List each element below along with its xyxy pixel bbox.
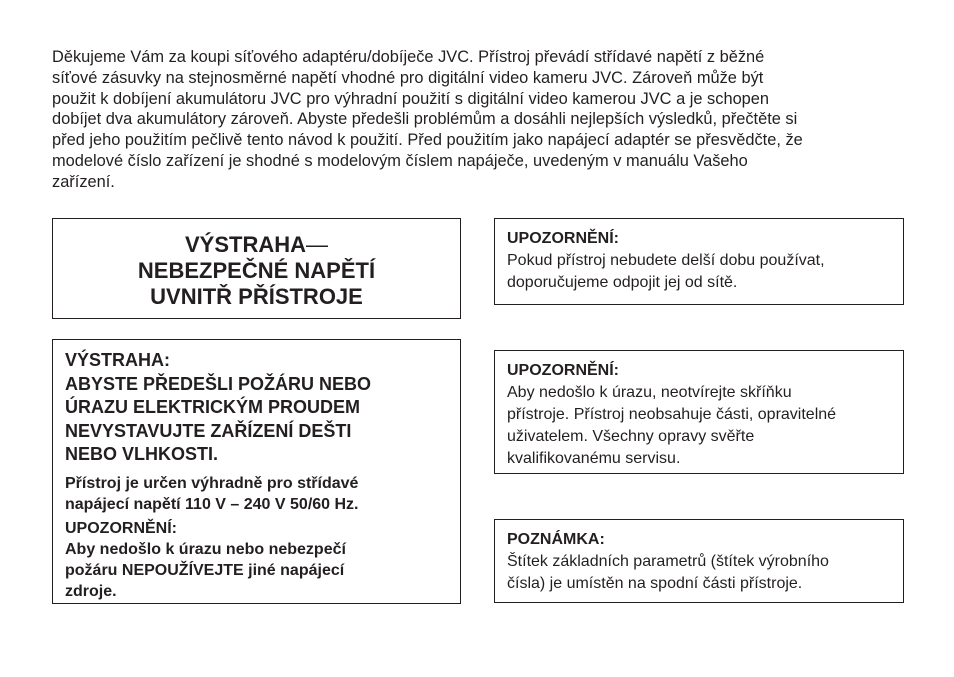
intro-line: modelové číslo zařízení je shodné s modelovým číslem napáječe, uvedeným v manuálu Vašeho xyxy=(52,151,748,170)
intro-line: před jeho použitím pečlivě tento návod k použití. Před použitím jako napájecí adaptér se přesvědčte, že xyxy=(52,131,803,150)
caution-title: UPOZORNĚNÍ: xyxy=(65,519,177,537)
voltage-info: Přístroj je určen výhradně pro střídavé napájecí napětí 110 V – 240 V 50/60 Hz. xyxy=(65,474,359,513)
warning-text: ABYSTE PŘEDEŠLI POŽÁRU NEBO ÚRAZU ELEKTRICKÝM PROUDEM NEVYSTAVUJTE ZAŘÍZENÍ DEŠTI NEBO VLHKOSTI. xyxy=(65,373,372,464)
note-box xyxy=(494,519,904,603)
caution-text: Aby nedošlo k úrazu nebo nebezpečí požáru NEPOUŽÍVEJTE jiné napájecí zdroje. xyxy=(65,540,346,600)
caution-title: UPOZORNĚNÍ: xyxy=(507,230,619,247)
note-text: Štítek základních parametrů (štítek výrobního čísla) je umístěn na spodní části přístroje. xyxy=(507,553,829,592)
caution-unplug-box xyxy=(494,218,904,305)
caution-title: UPOZORNĚNÍ: xyxy=(507,362,619,379)
intro-line: Děkujeme Vám za koupi síťového adaptéru/dobíječe JVC. Přístroj převádí střídavé napětí z běžné xyxy=(52,48,765,66)
intro-line: dobíjet dva akumulátory zároveň. Abyste předešli problémům a dosáhli nejlepších výsledků, přečtěte si xyxy=(52,110,798,129)
warning-title: VÝSTRAHA: xyxy=(65,350,171,370)
danger-heading-line-3: UVNITŘ PŘÍSTROJE xyxy=(150,284,363,309)
caution-text: Pokud přístroj nebudete delší dobu používat, doporučujeme odpojit jej od sítě. xyxy=(507,252,825,291)
danger-heading-line-2: NEBEZPEČNÉ NAPĚTÍ xyxy=(137,258,376,283)
intro-line: síťové zásuvky na stejnosměrné napětí vhodné pro digitální video kameru JVC. Zároveň může být xyxy=(52,68,764,87)
em-dash: — xyxy=(306,232,328,257)
note-title: POZNÁMKA: xyxy=(507,531,605,548)
intro-paragraph xyxy=(52,47,904,193)
caution-text: Aby nedošlo k úrazu, neotvírejte skříňku přístroje. Přístroj neobsahuje části, opravitelné uživatelem. Všechny opravy svěřte kvalifikovanému servisu. xyxy=(507,384,837,467)
caution-service-box xyxy=(494,350,904,474)
danger-heading-line-1: VÝSTRAHA— xyxy=(184,232,328,257)
intro-line: zařízení. xyxy=(52,172,115,191)
fire-shock-warning-box xyxy=(52,339,461,604)
intro-line: použit k dobíjení akumulátoru JVC pro výhradní použití s digitální video kamerou JVC a je schopen xyxy=(52,89,770,108)
danger-voltage-box xyxy=(52,218,461,319)
